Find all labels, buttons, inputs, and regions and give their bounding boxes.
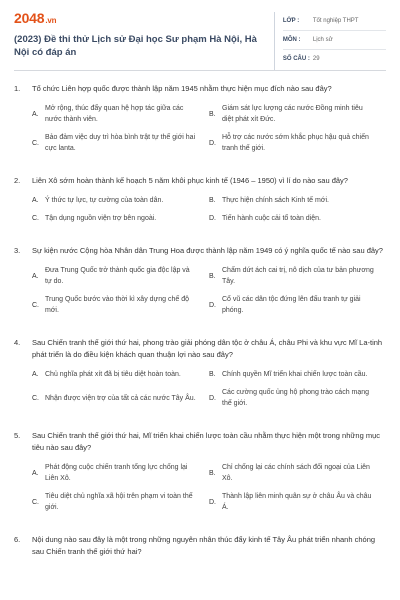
option-letter: A. [32,371,39,378]
question-text [14,245,386,257]
option-b[interactable] [209,103,386,125]
meta-panel [274,12,386,70]
option-text: Nhận được viện trợ của tất cả các nước Tây Âu. [45,394,196,402]
option-a[interactable] [32,103,209,125]
option-letter: C. [32,139,39,147]
option-a[interactable] [32,195,209,206]
question-text [14,175,386,187]
question-body: Sau Chiến tranh thế giới thứ hai, Mĩ triển khai chiến lược toàn cầu nhằm thực hiện một trong những mục tiêu nào sau đây? [32,431,381,452]
option-a[interactable] [32,369,209,380]
option-letter: D. [209,498,216,506]
option-a[interactable] [32,462,209,484]
option-text: Chấm dứt ách cai trị, nô dịch của tư bản phương Tây. [222,267,374,285]
logo-suffix: .vn [45,16,57,25]
question-4 [14,337,386,416]
option-d[interactable] [209,294,386,316]
option-letter: C. [32,301,39,309]
option-text: Tận dụng nguồn viện trợ bên ngoài. [45,215,157,222]
header [0,0,400,70]
question-body: Sự kiện nước Cộng hòa Nhân dân Trung Hoa được thành lập năm 1949 có ý nghĩa quốc tế nào sau đây? [32,246,383,255]
site-logo[interactable] [14,10,264,26]
question-5 [14,430,386,520]
option-letter: C. [32,394,39,402]
option-letter: B. [209,469,216,477]
option-text: Cổ vũ các dân tộc đứng lên đấu tranh tự giải phóng. [222,296,361,314]
question-text [14,83,386,95]
option-letter: C. [32,215,39,222]
option-b[interactable] [209,265,386,287]
meta-label-mon: MÔN : [282,37,301,43]
option-text: Chính quyền Mĩ triển khai chiến lược toàn cầu. [222,371,368,378]
question-number: 5. [14,431,21,440]
options [14,103,386,161]
option-c[interactable] [32,387,209,409]
option-text: Tiêu diệt chủ nghĩa xã hội trên phạm vi toàn thế giới. [45,493,193,511]
option-letter: C. [32,498,39,506]
question-2 [14,175,386,231]
option-text: Bảo đảm việc duy trì hòa bình trật tự thế giới hai cực lanta. [45,134,196,152]
option-text: Trung Quốc bước vào thời kì xây dựng chế độ mới. [45,296,189,314]
meta-row-socau [283,50,386,68]
option-b[interactable] [209,462,386,484]
option-text: Chỉ chống lại các chính sách đối ngoại của Liên Xô. [222,464,370,482]
option-b[interactable] [209,195,386,206]
header-left [14,10,274,70]
question-number: 6. [14,535,21,544]
option-letter: B. [209,197,216,204]
options [14,462,386,520]
option-letter: D. [209,215,216,222]
meta-value-socau: 29 [312,56,320,62]
question-body: Liên Xô sớm hoàn thành kế hoạch 5 năm khôi phục kinh tế (1946 – 1950) vì lí do nào sau đây? [32,176,348,185]
question-text [14,430,386,454]
option-c[interactable] [32,491,209,513]
meta-value-mon: Lịch sử [312,37,333,43]
option-letter: A. [32,110,39,118]
options [14,195,386,231]
question-number: 3. [14,246,21,255]
question-list [0,71,400,558]
question-3 [14,245,386,323]
option-text: Phát động cuộc chiến tranh tổng lực chống lại Liên Xô. [45,464,188,482]
meta-label-lop: LỚP : [282,18,300,24]
option-letter: A. [32,197,39,204]
option-d[interactable] [209,213,386,224]
option-text: Đưa Trung Quốc trở thành quốc gia độc lập và tự do. [45,267,190,285]
option-a[interactable] [32,265,209,287]
option-b[interactable] [209,369,386,380]
question-body: Nội dung nào sau đây là một trong những nguyên nhân thúc đẩy kinh tế Tây Âu phát triển nhanh chóng sau Chiến tranh thế giới thứ hai? [32,535,376,556]
document-title: (2023) Đề thi thử Lịch sử Đại học Sư phạm Hà Nội, Hà Nội có đáp án [14,34,257,58]
question-number: 2. [14,176,21,185]
option-text: Tiến hành cuộc cải tổ toàn diện. [222,215,321,222]
option-d[interactable] [209,491,386,513]
option-c[interactable] [32,213,209,224]
meta-row-lop [283,12,386,31]
question-6 [14,534,386,558]
options [14,369,386,416]
option-text: Các cường quốc ủng hộ phong trào cách mạng thế giới. [222,389,370,407]
option-d[interactable] [209,132,386,154]
question-1 [14,83,386,161]
option-letter: B. [209,110,216,118]
option-text: Chủ nghĩa phát xít đã bị tiêu diệt hoàn toàn. [45,371,181,378]
option-text: Hỗ trợ các nước sớm khắc phục hậu quả chiến tranh thế giới. [222,134,369,152]
option-letter: B. [209,272,216,280]
option-text: Thành lập liên minh quân sự ở châu Âu và châu Á. [222,493,372,511]
question-number: 1. [14,84,21,93]
option-letter: D. [209,139,216,147]
option-c[interactable] [32,294,209,316]
question-text [14,337,386,361]
option-letter: A. [32,272,39,280]
option-letter: A. [32,469,39,477]
option-letter: B. [209,371,216,378]
option-text: Ý thức tự lực, tự cường của toàn dân. [45,197,164,204]
question-body: Sau Chiến tranh thế giới thứ hai, phong trào giải phóng dân tộc ở châu Á, châu Phi và khu vực Mĩ La-tinh phát triển là do điều kiện khách quan thuận lợi nào sau đây? [32,338,383,359]
meta-value-lop: Tốt nghiệp THPT [312,18,359,24]
options [14,265,386,323]
option-c[interactable] [32,132,209,154]
meta-label-socau: SỐ CÂU : [282,56,310,62]
question-number: 4. [14,338,21,347]
option-text: Mở rộng, thúc đẩy quan hệ hợp tác giữa các nước thành viên. [45,105,184,123]
option-letter: D. [209,394,216,402]
logo-main: 2048 [14,10,45,26]
question-body: Tổ chức Liên hợp quốc được thành lập năm 1945 nhằm thực hiện mục đích nào sau đây? [32,84,332,93]
option-text: Thực hiện chính sách Kinh tế mới. [222,197,329,204]
option-text: Giám sát lực lượng các nước Đồng minh tiêu diệt phát xít Đức. [222,105,363,123]
question-text [14,534,386,558]
option-d[interactable] [209,387,386,409]
option-letter: D. [209,301,216,309]
meta-row-mon [283,31,386,50]
